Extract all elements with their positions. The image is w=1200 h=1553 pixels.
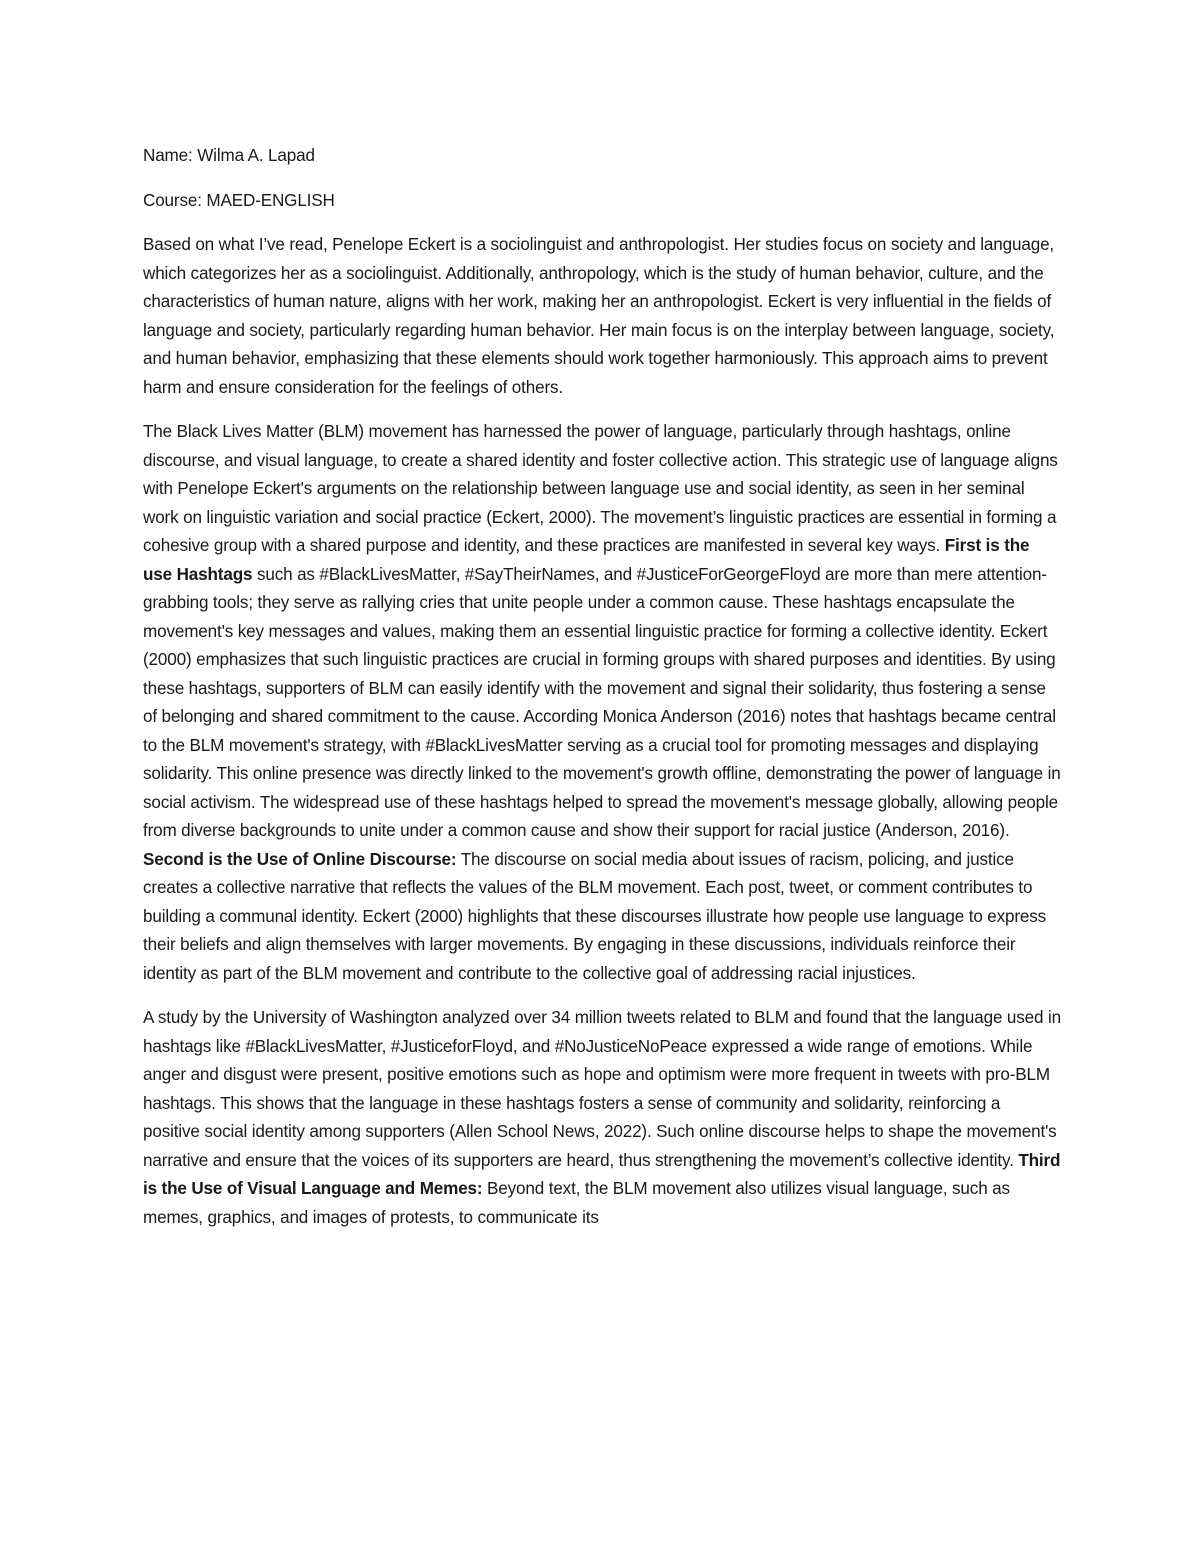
- paragraph-study: [143, 1004, 1061, 1232]
- paragraph-intro: Based on what I’ve read, Penelope Eckert is a sociolinguist and anthropologist. Her studies focus on society and language, which categorizes her as a sociolinguist. Additionally, anthropology, which is the study of human behavior, culture, and the characteristics of human nature, aligns with her work, making her an anthropologist. Eckert is very influential in the fields of language and society, particularly regarding human behavior. Her main focus is on the interplay between language, society, and human behavior, emphasizing that these elements should work together harmoniously. This approach aims to prevent harm and ensure consideration for the feelings of others.: [143, 235, 1055, 397]
- paragraph-study-text-2: Beyond text, the BLM movement also utilizes visual language, such as memes, graphics, and images of protests, to communicate its: [143, 1179, 1010, 1227]
- heading-hashtags: First is the use Hashtags: [143, 536, 1030, 584]
- heading-visual-language: Third is the Use of Visual Language and Memes:: [143, 1150, 1061, 1198]
- paragraph-blm-text-3: The discourse on social media about issues of racism, policing, and justice creates a collective narrative that reflects the values of the BLM movement. Each post, tweet, or comment contributes to building a communal identity. Eckert (2000) highlights that these discourses illustrate how people use language to express their beliefs and align themselves with larger movements. By engaging in these discussions, individuals reinforce their identity as part of the BLM movement and contribute to the collective goal of addressing racial injustices.: [143, 849, 1047, 983]
- paragraph-blm-text-2: such as #BlackLivesMatter, #SayTheirNames, and #JusticeForGeorgeFloyd are more than mere attention-grabbing tools; they serve as rallying cries that unite people under a common cause. These hashtags encapsulate the movement's key messages and values, making them an essential linguistic practice for forming a collective identity. Eckert (2000) emphasizes that such linguistic practices are crucial in forming groups with shared purposes and identities. By using these hashtags, supporters of BLM can easily identify with the movement and signal their solidarity, thus fostering a sense of belonging and shared commitment to the cause. According Monica Anderson (2016) notes that hashtags became central to the BLM movement's strategy, with #BlackLivesMatter serving as a crucial tool for promoting messages and displaying solidarity. This online presence was directly linked to the movement's growth offline, demonstrating the power of language in social activism. The widespread use of these hashtags helped to spread the movement's message globally, allowing people from diverse backgrounds to unite under a common cause and show their support for racial justice (Anderson, 2016).: [143, 564, 1061, 840]
- document-body: [143, 142, 1061, 1248]
- course-line: Course: MAED-ENGLISH: [143, 190, 335, 210]
- heading-online-discourse: Second is the Use of Online Discourse:: [143, 849, 457, 869]
- student-name: Name: Wilma A. Lapad: [143, 146, 315, 165]
- paragraph-blm: [143, 418, 1061, 988]
- paragraph-blm-text-1: The Black Lives Matter (BLM) movement has harnessed the power of language, particularly through hashtags, online discourse, and visual language, to create a shared identity and foster collective action. This strategic use of language aligns with Penelope Eckert's arguments on the relationship between language use and social identity, as seen in her seminal work on linguistic variation and social practice (Eckert, 2000). The movement’s linguistic practices are essential in forming a cohesive group with a shared purpose and identity, and these practices are manifested in several key ways.: [143, 422, 1058, 555]
- paragraph-study-text-1: A study by the University of Washington analyzed over 34 million tweets related to BLM and found that the language used in hashtags like #BlackLivesMatter, #JusticeforFloyd, and #NoJusticeNoPeace expressed a wide range of emotions. While anger and disgust were present, positive emotions such as hope and optimism were more frequent in tweets with pro-BLM hashtags. This shows that the language in these hashtags fosters a sense of community and solidarity, reinforcing a positive social identity among supporters (Allen School News, 2022). Such online discourse helps to shape the movement's narrative and ensure that the voices of its supporters are heard, thus strengthening the movement’s collective identity.: [143, 1008, 1061, 1170]
